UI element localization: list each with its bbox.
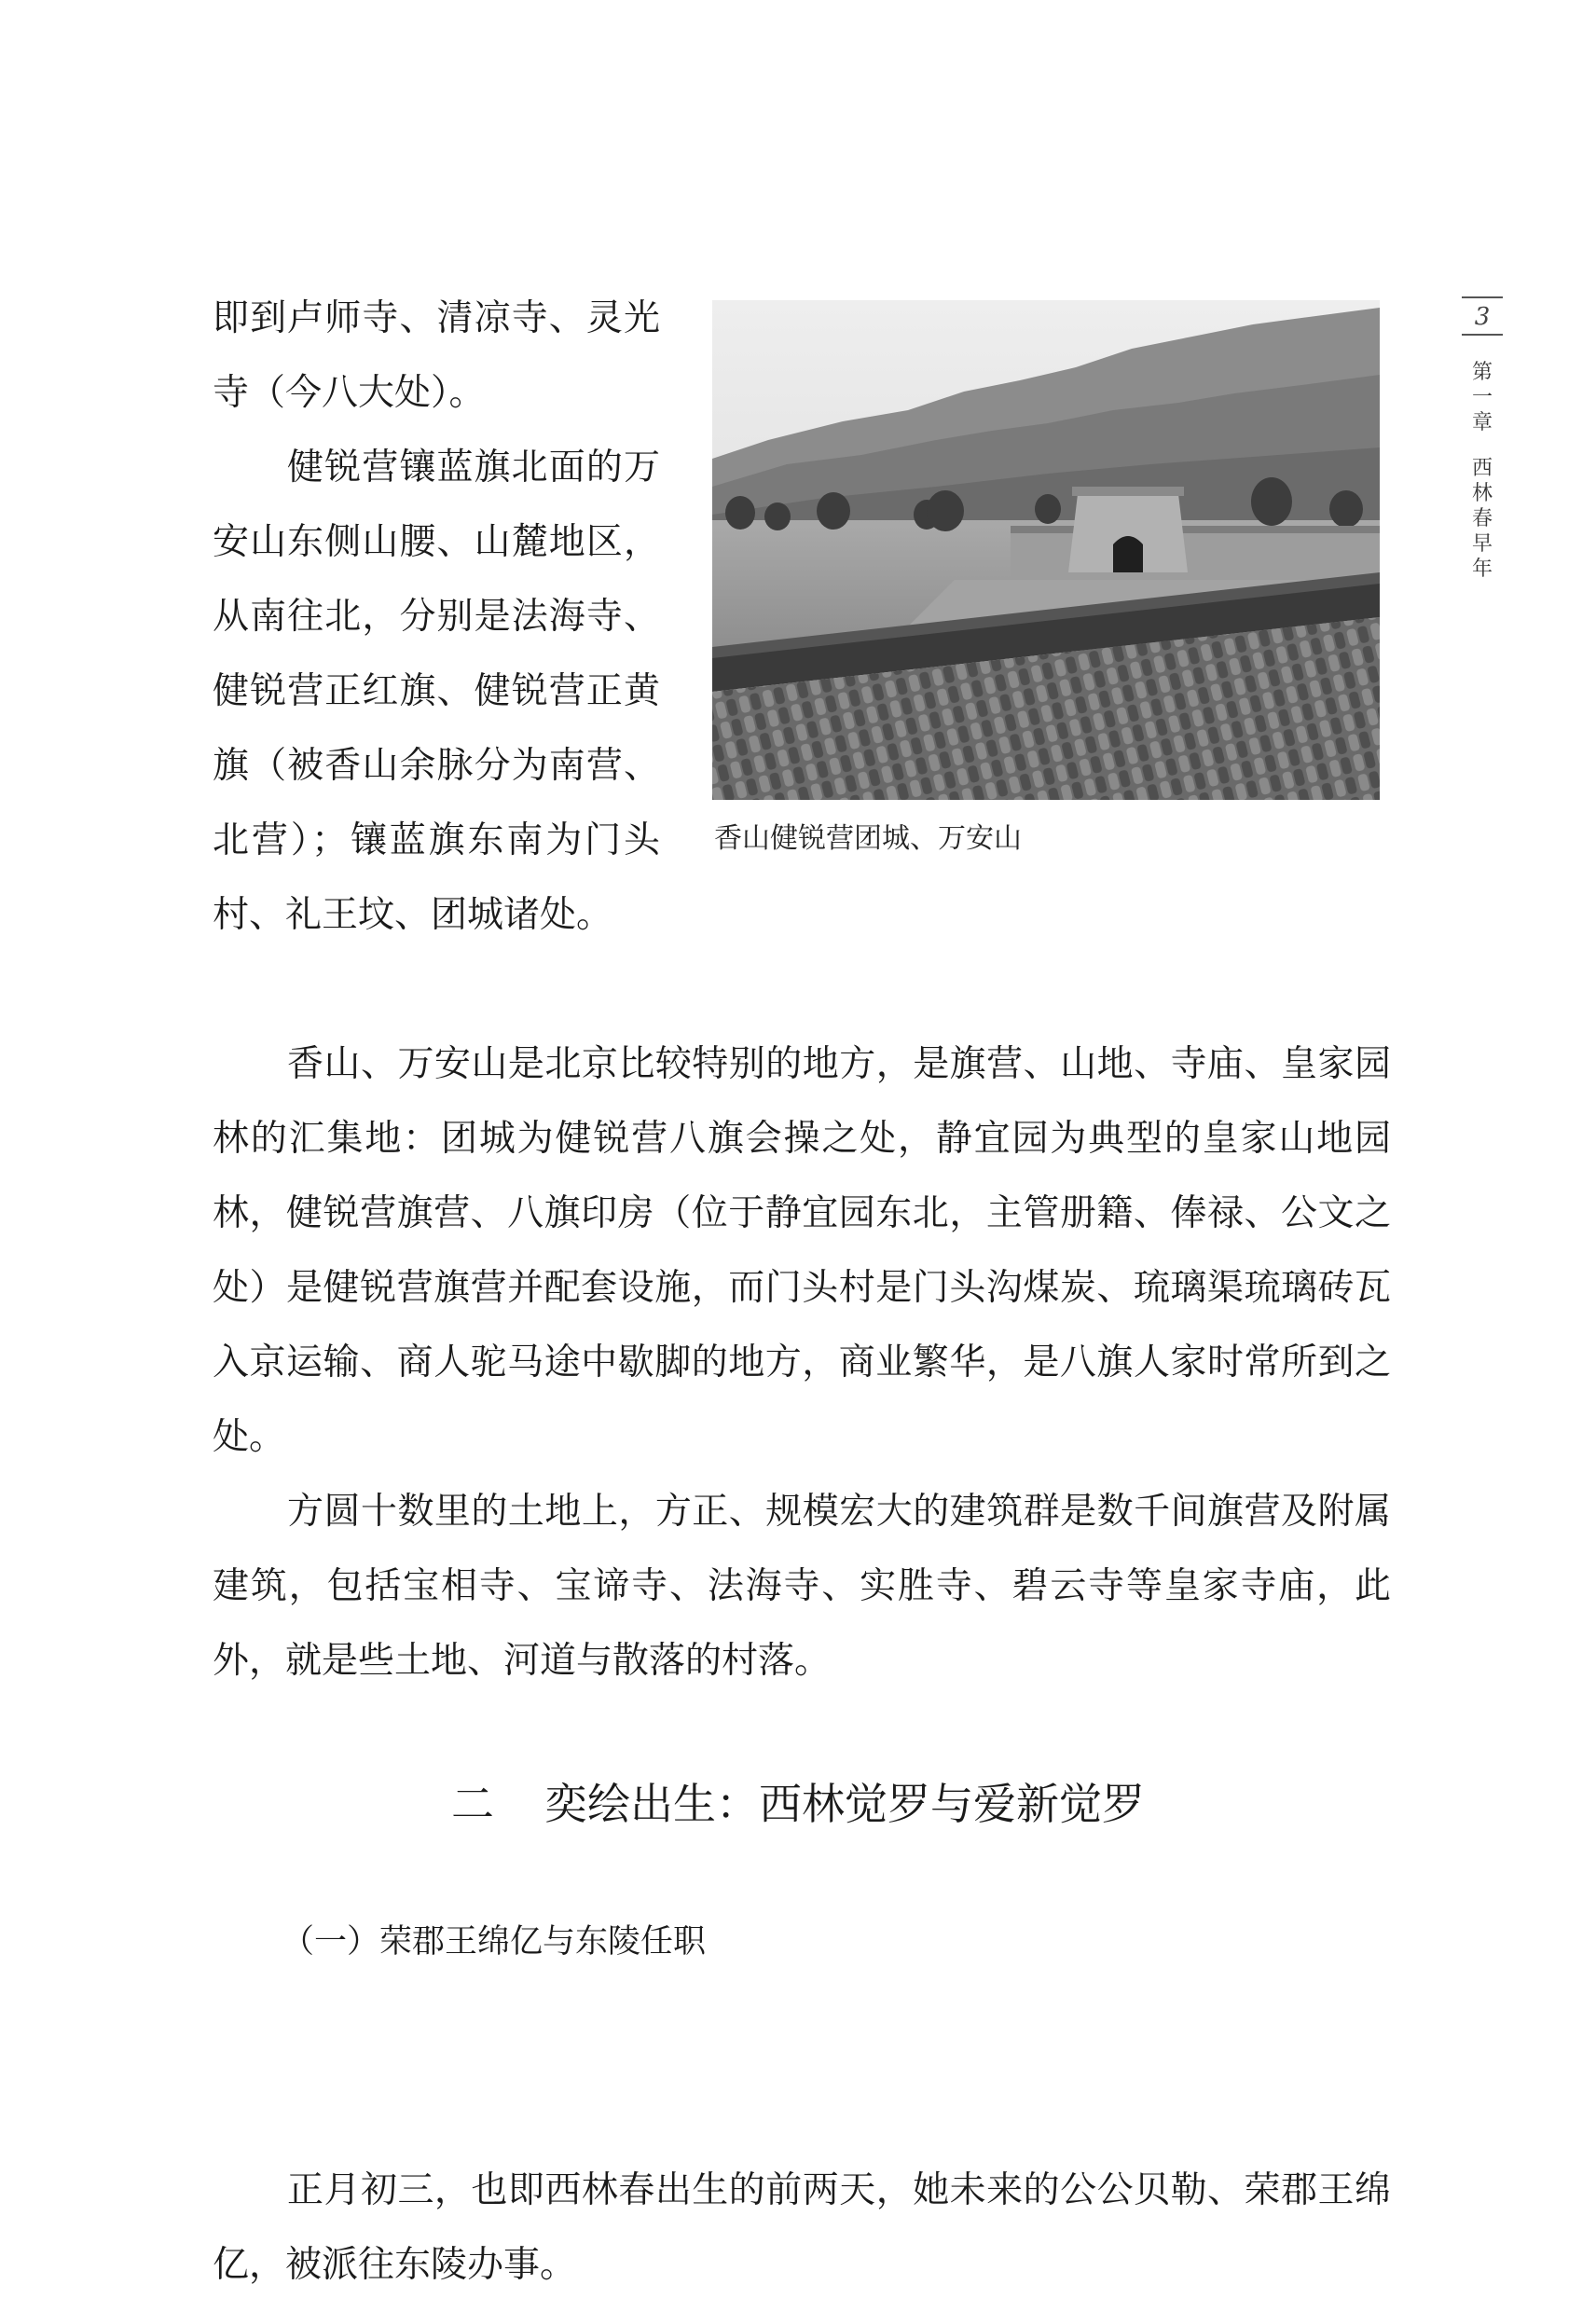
section-title: 奕绘出生：西林觉罗与爱新觉罗 bbox=[544, 1779, 1145, 1829]
photo-caption: 香山健锐营团城、万安山 bbox=[714, 822, 1022, 855]
paragraph-1: 即到卢师寺、清凉寺、灵光寺（今八大处）。 bbox=[213, 297, 660, 414]
book-title-label: 西 林 春 早 年 bbox=[1471, 457, 1493, 581]
photo-illustration bbox=[712, 300, 1380, 800]
running-header bbox=[1462, 296, 1503, 582]
paragraph-4: 方圆十数里的土地上，方正、规模宏大的建筑群是数千间旗营及附属建筑，包括宝相寺、宝谛寺、法海寺、实胜寺、碧云寺等皇家寺庙，此外，就是些土地、河道与散落的村落。 bbox=[213, 1491, 1391, 1682]
paragraph-3: 香山、万安山是北京比较特别的地方，是旗营、山地、寺庙、皇家园林的汇集地：团城为健锐营八旗会操之处，静宜园为典型的皇家山地园林，健锐营旗营、八旗印房（位于静宜园东北，主管册籍、俸禄、公文之处）是健锐营旗营并配套设施，而门头村是门头沟煤炭、琉璃渠琉璃砖瓦入京运输、商人驼马途中歇脚的地方，商业繁华，是八旗人家时常所到之处。 bbox=[213, 1043, 1391, 1458]
page-number: 3 bbox=[1462, 296, 1503, 336]
subsection-heading: （一）荣郡王绵亿与东陵任职 bbox=[282, 1923, 707, 1961]
section-number: 二 bbox=[451, 1779, 494, 1829]
paragraph-5: 正月初三，也即西林春出生的前两天，她未来的公公贝勒、荣郡王绵亿，被派往东陵办事。 bbox=[213, 2169, 1391, 2286]
section-heading bbox=[0, 1776, 1596, 1832]
historical-photo bbox=[712, 300, 1380, 800]
chapter-label: 第 一 章 bbox=[1471, 361, 1493, 434]
paragraph-2: 健锐营镶蓝旗北面的万安山东侧山腰、山麓地区，从南往北，分别是法海寺、健锐营正红旗、健锐营正黄旗（被香山余脉分为南营、北营）；镶蓝旗东南为门头村、礼王坟、团城诸处。 bbox=[213, 447, 660, 936]
